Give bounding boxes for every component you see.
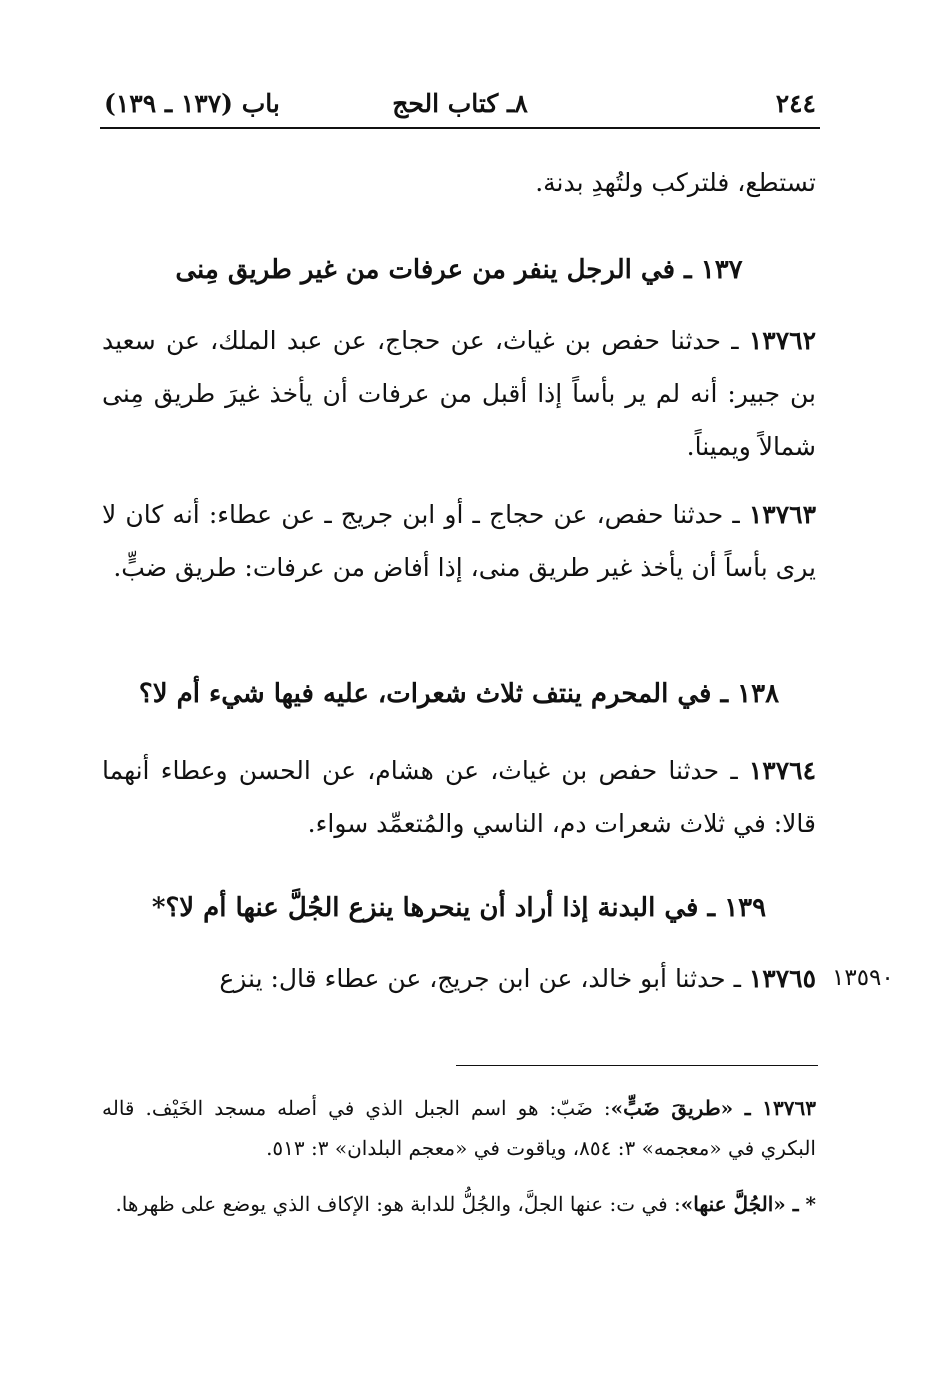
hadith-13764 — [102, 744, 816, 850]
header-rule — [100, 127, 820, 129]
hadith-13765 — [102, 952, 816, 1005]
book-title: ٨ـ كتاب الحج — [392, 89, 528, 118]
hadith-13763 — [102, 488, 816, 594]
hadith-text: ـ حدثنا حفص، عن حجاج ـ أو ابن جريج ـ عن عطاء: أنه كان لا يرى بأساً أن يأخذ غير طريق منى، إذا أفاض من عرفات: طريق ضبٍّ. — [102, 500, 816, 582]
section-137-heading: ١٣٧ ـ في الرجل ينفر من عرفات من غير طريق مِنى — [175, 255, 743, 285]
page-number: ٢٤٤ — [775, 89, 816, 118]
page-header — [100, 82, 820, 126]
footnote-text: : ضَبّ: هو اسم الجبل الذي في أصله مسجد الخَيْف. قاله البكري في «معجمه» ٣: ٨٥٤، وياقوت في «معجم البلدان» ٣: ٥١٣. — [102, 1096, 816, 1160]
section-139-heading: ١٣٩ ـ في البدنة إذا أراد أن ينحرها ينزع الجُلَّ عنها أم لا؟* — [151, 893, 767, 923]
chapter-range: باب (١٣٧ ـ ١٣٩) — [104, 89, 280, 118]
footnote-1 — [102, 1088, 816, 1168]
footnote-label: ١٣٧٦٣ ـ «طريقَ ضَبٍّ» — [610, 1096, 816, 1120]
margin-reference-number: ١٣٥٩٠ — [832, 965, 894, 991]
hadith-text: ـ حدثنا أبو خالد، عن ابن جريج، عن عطاء قال: ينزع — [219, 964, 749, 993]
footnote-2 — [102, 1184, 816, 1224]
hadith-number: ١٣٧٦٥ — [748, 964, 816, 993]
hadith-13762 — [102, 314, 816, 473]
footnote-label: * ـ «الجُلَّ عنها» — [680, 1192, 816, 1216]
hadith-text: ـ حدثنا حفص بن غياث، عن حجاج، عن عبد الملك، عن سعيد بن جبير: أنه لم ير بأساً إذا أقبل من عرفات أن يأخذ غيرَ طريق مِنى شمالاً ويميناً. — [102, 326, 816, 461]
continuation-text: تستطع، فلتركب ولتُهدِ بدنة. — [535, 168, 816, 197]
hadith-number: ١٣٧٦٣ — [748, 500, 816, 529]
hadith-text: ـ حدثنا حفص بن غياث، عن هشام، عن الحسن وعطاء أنهما قالا: في ثلاث شعرات دم، الناسي والمُتعمِّد سواء. — [102, 756, 816, 838]
hadith-number: ١٣٧٦٢ — [748, 326, 816, 355]
footnote-text: : في ت: عنها الجلَّ، والجُلُّ للدابة هو: الإكاف الذي يوضع على ظهرها. — [115, 1192, 681, 1216]
section-138-heading: ١٣٨ ـ في المحرم ينتف ثلاث شعرات، عليه فيها شيء أم لا؟ — [138, 679, 780, 709]
hadith-number: ١٣٧٦٤ — [748, 756, 816, 785]
footnote-rule — [456, 1065, 818, 1066]
